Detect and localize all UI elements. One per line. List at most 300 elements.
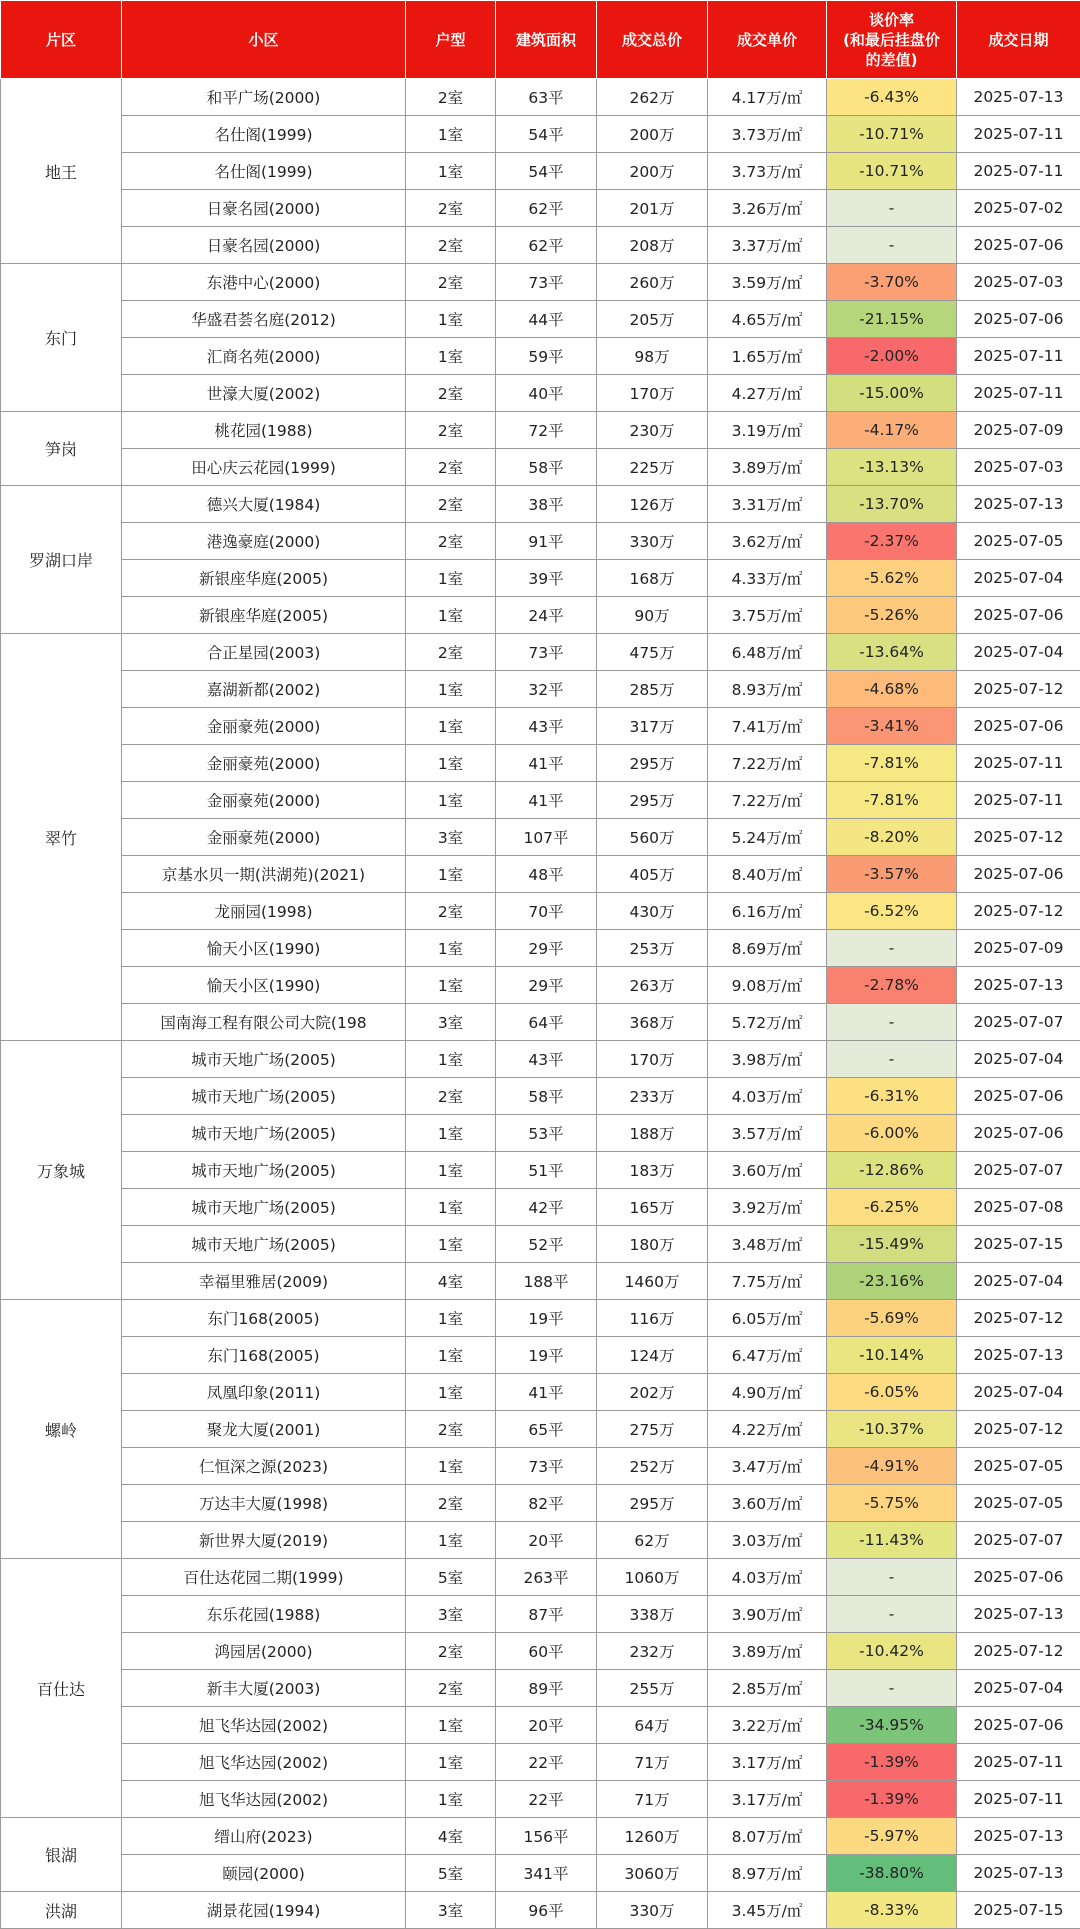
cell-negotiation-rate: -7.81% (827, 782, 957, 819)
table-row (1, 523, 1080, 560)
cell-district: 百仕达 (1, 1559, 122, 1818)
cell-layout: 2室 (406, 264, 496, 301)
cell-total-price: 275万 (597, 1411, 708, 1448)
cell-area: 24平 (496, 597, 597, 634)
table-row (1, 264, 1080, 301)
cell-unit-price: 3.17万/㎡ (708, 1744, 827, 1781)
cell-unit-price: 6.48万/㎡ (708, 634, 827, 671)
cell-community: 东门168(2005) (122, 1337, 406, 1374)
cell-negotiation-rate: -8.20% (827, 819, 957, 856)
cell-unit-price: 7.75万/㎡ (708, 1263, 827, 1300)
cell-unit-price: 3.57万/㎡ (708, 1115, 827, 1152)
cell-area: 62平 (496, 227, 597, 264)
cell-date: 2025-07-13 (957, 1855, 1080, 1892)
cell-layout: 3室 (406, 1892, 496, 1929)
cell-date: 2025-07-15 (957, 1226, 1080, 1263)
cell-community: 颐园(2000) (122, 1855, 406, 1892)
cell-negotiation-rate: -15.49% (827, 1226, 957, 1263)
cell-negotiation-rate: -5.69% (827, 1300, 957, 1337)
cell-layout: 1室 (406, 708, 496, 745)
cell-unit-price: 4.65万/㎡ (708, 301, 827, 338)
table-row (1, 449, 1080, 486)
cell-community: 东港中心(2000) (122, 264, 406, 301)
cell-negotiation-rate: -6.31% (827, 1078, 957, 1115)
cell-date: 2025-07-06 (957, 1707, 1080, 1744)
cell-community: 新丰大厦(2003) (122, 1670, 406, 1707)
cell-area: 91平 (496, 523, 597, 560)
cell-area: 58平 (496, 449, 597, 486)
cell-district: 螺岭 (1, 1300, 122, 1559)
cell-layout: 1室 (406, 338, 496, 375)
cell-unit-price: 3.73万/㎡ (708, 116, 827, 153)
cell-area: 42平 (496, 1189, 597, 1226)
cell-layout: 2室 (406, 79, 496, 116)
header-community: 小区 (122, 1, 406, 79)
table-row (1, 930, 1080, 967)
cell-area: 96平 (496, 1892, 597, 1929)
cell-total-price: 253万 (597, 930, 708, 967)
cell-unit-price: 3.03万/㎡ (708, 1522, 827, 1559)
cell-district: 洪湖 (1, 1892, 122, 1929)
cell-unit-price: 5.72万/㎡ (708, 1004, 827, 1041)
cell-layout: 1室 (406, 1337, 496, 1374)
table-row (1, 1374, 1080, 1411)
cell-area: 70平 (496, 893, 597, 930)
table-row (1, 1189, 1080, 1226)
cell-area: 107平 (496, 819, 597, 856)
cell-layout: 1室 (406, 930, 496, 967)
cell-total-price: 1260万 (597, 1818, 708, 1855)
cell-community: 城市天地广场(2005) (122, 1152, 406, 1189)
cell-community: 京基水贝一期(洪湖苑)(2021) (122, 856, 406, 893)
cell-total-price: 180万 (597, 1226, 708, 1263)
header-area: 建筑面积 (496, 1, 597, 79)
cell-date: 2025-07-11 (957, 1781, 1080, 1818)
cell-negotiation-rate: -15.00% (827, 375, 957, 412)
cell-district: 银湖 (1, 1818, 122, 1892)
cell-total-price: 255万 (597, 1670, 708, 1707)
cell-total-price: 405万 (597, 856, 708, 893)
cell-district: 万象城 (1, 1041, 122, 1300)
cell-district: 东门 (1, 264, 122, 412)
cell-total-price: 262万 (597, 79, 708, 116)
table-row (1, 1744, 1080, 1781)
table-row (1, 745, 1080, 782)
cell-date: 2025-07-13 (957, 1596, 1080, 1633)
header-negotiation-rate (827, 1, 957, 79)
cell-date: 2025-07-12 (957, 671, 1080, 708)
cell-negotiation-rate: -23.16% (827, 1263, 957, 1300)
cell-layout: 4室 (406, 1818, 496, 1855)
cell-layout: 2室 (406, 1078, 496, 1115)
cell-unit-price: 3.47万/㎡ (708, 1448, 827, 1485)
cell-negotiation-rate: -21.15% (827, 301, 957, 338)
cell-negotiation-rate: -3.57% (827, 856, 957, 893)
cell-layout: 1室 (406, 671, 496, 708)
table-row (1, 1596, 1080, 1633)
cell-district: 罗湖口岸 (1, 486, 122, 634)
cell-district: 笋岗 (1, 412, 122, 486)
cell-total-price: 98万 (597, 338, 708, 375)
cell-community: 金丽豪苑(2000) (122, 782, 406, 819)
cell-layout: 2室 (406, 1670, 496, 1707)
cell-total-price: 560万 (597, 819, 708, 856)
table-row (1, 1004, 1080, 1041)
cell-unit-price: 4.27万/㎡ (708, 375, 827, 412)
cell-total-price: 252万 (597, 1448, 708, 1485)
cell-area: 29平 (496, 930, 597, 967)
header-rate-line1: 谈价率 (829, 10, 954, 30)
cell-community: 幸福里雅居(2009) (122, 1263, 406, 1300)
table-row (1, 1078, 1080, 1115)
cell-unit-price: 8.93万/㎡ (708, 671, 827, 708)
table-row (1, 1152, 1080, 1189)
cell-negotiation-rate: -10.71% (827, 116, 957, 153)
cell-negotiation-rate: -13.64% (827, 634, 957, 671)
table-row (1, 560, 1080, 597)
header-row (1, 1, 1080, 79)
cell-community: 德兴大厦(1984) (122, 486, 406, 523)
cell-date: 2025-07-09 (957, 930, 1080, 967)
cell-date: 2025-07-04 (957, 1374, 1080, 1411)
cell-negotiation-rate: -3.70% (827, 264, 957, 301)
cell-layout: 1室 (406, 1226, 496, 1263)
cell-date: 2025-07-04 (957, 1263, 1080, 1300)
cell-total-price: 202万 (597, 1374, 708, 1411)
header-unit-price: 成交单价 (708, 1, 827, 79)
cell-unit-price: 8.97万/㎡ (708, 1855, 827, 1892)
cell-unit-price: 3.98万/㎡ (708, 1041, 827, 1078)
cell-date: 2025-07-12 (957, 1300, 1080, 1337)
cell-unit-price: 7.22万/㎡ (708, 745, 827, 782)
table-row (1, 1041, 1080, 1078)
cell-date: 2025-07-13 (957, 967, 1080, 1004)
cell-area: 72平 (496, 412, 597, 449)
cell-community: 国南海工程有限公司大院(198 (122, 1004, 406, 1041)
cell-total-price: 3060万 (597, 1855, 708, 1892)
cell-unit-price: 6.47万/㎡ (708, 1337, 827, 1374)
cell-total-price: 168万 (597, 560, 708, 597)
cell-area: 38平 (496, 486, 597, 523)
cell-negotiation-rate: - (827, 1559, 957, 1596)
cell-total-price: 330万 (597, 523, 708, 560)
cell-layout: 1室 (406, 782, 496, 819)
cell-layout: 2室 (406, 190, 496, 227)
table-row (1, 1115, 1080, 1152)
cell-total-price: 475万 (597, 634, 708, 671)
cell-negotiation-rate: -4.68% (827, 671, 957, 708)
cell-negotiation-rate: -5.75% (827, 1485, 957, 1522)
cell-total-price: 295万 (597, 745, 708, 782)
cell-negotiation-rate: -2.00% (827, 338, 957, 375)
cell-community: 田心庆云花园(1999) (122, 449, 406, 486)
cell-community: 鸿园居(2000) (122, 1633, 406, 1670)
cell-total-price: 295万 (597, 1485, 708, 1522)
cell-community: 城市天地广场(2005) (122, 1189, 406, 1226)
cell-area: 73平 (496, 634, 597, 671)
cell-date: 2025-07-03 (957, 449, 1080, 486)
table-row (1, 671, 1080, 708)
table-row (1, 1707, 1080, 1744)
cell-total-price: 183万 (597, 1152, 708, 1189)
cell-unit-price: 4.33万/㎡ (708, 560, 827, 597)
cell-community: 旭飞华达园(2002) (122, 1781, 406, 1818)
cell-unit-price: 3.60万/㎡ (708, 1485, 827, 1522)
table-row (1, 116, 1080, 153)
cell-total-price: 64万 (597, 1707, 708, 1744)
cell-negotiation-rate: -2.37% (827, 523, 957, 560)
cell-date: 2025-07-06 (957, 1559, 1080, 1596)
cell-date: 2025-07-11 (957, 745, 1080, 782)
cell-area: 73平 (496, 1448, 597, 1485)
table-row (1, 1633, 1080, 1670)
cell-area: 73平 (496, 264, 597, 301)
cell-layout: 2室 (406, 412, 496, 449)
cell-unit-price: 3.45万/㎡ (708, 1892, 827, 1929)
cell-total-price: 200万 (597, 153, 708, 190)
cell-date: 2025-07-04 (957, 1670, 1080, 1707)
table-row (1, 967, 1080, 1004)
cell-layout: 1室 (406, 1374, 496, 1411)
cell-community: 愉天小区(1990) (122, 967, 406, 1004)
cell-unit-price: 3.37万/㎡ (708, 227, 827, 264)
cell-unit-price: 7.22万/㎡ (708, 782, 827, 819)
cell-date: 2025-07-04 (957, 634, 1080, 671)
cell-area: 22平 (496, 1744, 597, 1781)
cell-unit-price: 3.89万/㎡ (708, 449, 827, 486)
cell-layout: 2室 (406, 375, 496, 412)
cell-area: 58平 (496, 1078, 597, 1115)
cell-layout: 5室 (406, 1559, 496, 1596)
cell-negotiation-rate: - (827, 930, 957, 967)
cell-community: 龙丽园(1998) (122, 893, 406, 930)
cell-layout: 1室 (406, 1744, 496, 1781)
cell-community: 新银座华庭(2005) (122, 597, 406, 634)
cell-district: 翠竹 (1, 634, 122, 1041)
cell-community: 新银座华庭(2005) (122, 560, 406, 597)
table-row (1, 1226, 1080, 1263)
cell-unit-price: 4.22万/㎡ (708, 1411, 827, 1448)
cell-layout: 2室 (406, 227, 496, 264)
cell-community: 嘉湖新都(2002) (122, 671, 406, 708)
cell-unit-price: 3.73万/㎡ (708, 153, 827, 190)
cell-unit-price: 3.19万/㎡ (708, 412, 827, 449)
cell-layout: 1室 (406, 1152, 496, 1189)
table-row (1, 1781, 1080, 1818)
cell-community: 仁恒深之源(2023) (122, 1448, 406, 1485)
table-row (1, 338, 1080, 375)
cell-community: 和平广场(2000) (122, 79, 406, 116)
cell-layout: 3室 (406, 1596, 496, 1633)
cell-layout: 1室 (406, 745, 496, 782)
cell-total-price: 71万 (597, 1781, 708, 1818)
cell-area: 82平 (496, 1485, 597, 1522)
cell-area: 20平 (496, 1707, 597, 1744)
cell-community: 桃花园(1988) (122, 412, 406, 449)
cell-community: 城市天地广场(2005) (122, 1078, 406, 1115)
cell-unit-price: 8.07万/㎡ (708, 1818, 827, 1855)
cell-layout: 2室 (406, 449, 496, 486)
cell-layout: 1室 (406, 1448, 496, 1485)
cell-negotiation-rate: -10.37% (827, 1411, 957, 1448)
cell-layout: 2室 (406, 486, 496, 523)
cell-layout: 2室 (406, 893, 496, 930)
cell-date: 2025-07-12 (957, 1633, 1080, 1670)
table-row (1, 1559, 1080, 1596)
header-date: 成交日期 (957, 1, 1080, 79)
cell-unit-price: 3.89万/㎡ (708, 1633, 827, 1670)
cell-unit-price: 3.48万/㎡ (708, 1226, 827, 1263)
cell-date: 2025-07-05 (957, 1485, 1080, 1522)
cell-area: 19平 (496, 1300, 597, 1337)
cell-community: 世濠大厦(2002) (122, 375, 406, 412)
cell-negotiation-rate: -7.81% (827, 745, 957, 782)
cell-date: 2025-07-11 (957, 338, 1080, 375)
cell-total-price: 260万 (597, 264, 708, 301)
cell-community: 合正星园(2003) (122, 634, 406, 671)
cell-layout: 2室 (406, 523, 496, 560)
cell-unit-price: 5.24万/㎡ (708, 819, 827, 856)
cell-area: 29平 (496, 967, 597, 1004)
cell-date: 2025-07-02 (957, 190, 1080, 227)
table-row (1, 634, 1080, 671)
cell-area: 51平 (496, 1152, 597, 1189)
cell-date: 2025-07-04 (957, 1041, 1080, 1078)
cell-area: 87平 (496, 1596, 597, 1633)
cell-total-price: 90万 (597, 597, 708, 634)
cell-date: 2025-07-11 (957, 375, 1080, 412)
cell-community: 湖景花园(1994) (122, 1892, 406, 1929)
cell-community: 新世界大厦(2019) (122, 1522, 406, 1559)
cell-district: 地王 (1, 79, 122, 264)
cell-date: 2025-07-13 (957, 486, 1080, 523)
cell-negotiation-rate: - (827, 1670, 957, 1707)
cell-layout: 1室 (406, 1522, 496, 1559)
cell-layout: 1室 (406, 560, 496, 597)
cell-area: 22平 (496, 1781, 597, 1818)
cell-layout: 1室 (406, 1707, 496, 1744)
cell-negotiation-rate: -34.95% (827, 1707, 957, 1744)
cell-community: 汇商名苑(2000) (122, 338, 406, 375)
cell-negotiation-rate: -6.00% (827, 1115, 957, 1152)
cell-area: 63平 (496, 79, 597, 116)
cell-area: 48平 (496, 856, 597, 893)
cell-total-price: 188万 (597, 1115, 708, 1152)
cell-community: 万达丰大厦(1998) (122, 1485, 406, 1522)
cell-unit-price: 6.05万/㎡ (708, 1300, 827, 1337)
cell-total-price: 285万 (597, 671, 708, 708)
cell-community: 名仕阁(1999) (122, 153, 406, 190)
cell-area: 341平 (496, 1855, 597, 1892)
cell-layout: 1室 (406, 597, 496, 634)
cell-negotiation-rate: - (827, 227, 957, 264)
cell-total-price: 62万 (597, 1522, 708, 1559)
cell-unit-price: 3.75万/㎡ (708, 597, 827, 634)
cell-unit-price: 3.17万/㎡ (708, 1781, 827, 1818)
cell-date: 2025-07-06 (957, 1078, 1080, 1115)
cell-date: 2025-07-06 (957, 708, 1080, 745)
cell-area: 60平 (496, 1633, 597, 1670)
cell-layout: 2室 (406, 1633, 496, 1670)
cell-negotiation-rate: -6.05% (827, 1374, 957, 1411)
cell-unit-price: 4.90万/㎡ (708, 1374, 827, 1411)
header-district: 片区 (1, 1, 122, 79)
cell-unit-price: 8.40万/㎡ (708, 856, 827, 893)
cell-area: 263平 (496, 1559, 597, 1596)
cell-community: 华盛君荟名庭(2012) (122, 301, 406, 338)
cell-negotiation-rate: -5.97% (827, 1818, 957, 1855)
cell-negotiation-rate: -5.62% (827, 560, 957, 597)
table-row (1, 375, 1080, 412)
table-row (1, 708, 1080, 745)
table-row (1, 412, 1080, 449)
cell-area: 188平 (496, 1263, 597, 1300)
cell-area: 39平 (496, 560, 597, 597)
cell-layout: 1室 (406, 153, 496, 190)
cell-area: 156平 (496, 1818, 597, 1855)
cell-layout: 2室 (406, 1411, 496, 1448)
cell-community: 港逸豪庭(2000) (122, 523, 406, 560)
cell-layout: 1室 (406, 1781, 496, 1818)
cell-layout: 1室 (406, 116, 496, 153)
cell-negotiation-rate: -10.14% (827, 1337, 957, 1374)
cell-unit-price: 4.03万/㎡ (708, 1078, 827, 1115)
header-layout: 户型 (406, 1, 496, 79)
cell-date: 2025-07-13 (957, 1337, 1080, 1374)
table-row (1, 79, 1080, 116)
table-row (1, 597, 1080, 634)
cell-area: 89平 (496, 1670, 597, 1707)
cell-negotiation-rate: -8.33% (827, 1892, 957, 1929)
cell-total-price: 124万 (597, 1337, 708, 1374)
cell-unit-price: 3.90万/㎡ (708, 1596, 827, 1633)
table-row (1, 1300, 1080, 1337)
cell-area: 53平 (496, 1115, 597, 1152)
cell-date: 2025-07-07 (957, 1522, 1080, 1559)
cell-negotiation-rate: -10.42% (827, 1633, 957, 1670)
cell-negotiation-rate: -6.43% (827, 79, 957, 116)
cell-area: 43平 (496, 708, 597, 745)
cell-community: 东乐花园(1988) (122, 1596, 406, 1633)
cell-negotiation-rate: -5.26% (827, 597, 957, 634)
cell-total-price: 170万 (597, 1041, 708, 1078)
table-row (1, 1818, 1080, 1855)
cell-area: 43平 (496, 1041, 597, 1078)
cell-date: 2025-07-13 (957, 1818, 1080, 1855)
cell-layout: 3室 (406, 1004, 496, 1041)
cell-total-price: 368万 (597, 1004, 708, 1041)
cell-date: 2025-07-11 (957, 1744, 1080, 1781)
cell-date: 2025-07-06 (957, 856, 1080, 893)
cell-total-price: 205万 (597, 301, 708, 338)
cell-date: 2025-07-11 (957, 782, 1080, 819)
cell-community: 东门168(2005) (122, 1300, 406, 1337)
table-row (1, 782, 1080, 819)
cell-negotiation-rate: -6.25% (827, 1189, 957, 1226)
table-row (1, 227, 1080, 264)
cell-date: 2025-07-15 (957, 1892, 1080, 1929)
header-total-price: 成交总价 (597, 1, 708, 79)
cell-area: 19平 (496, 1337, 597, 1374)
cell-negotiation-rate: - (827, 1004, 957, 1041)
cell-community: 百仕达花园二期(1999) (122, 1559, 406, 1596)
cell-total-price: 233万 (597, 1078, 708, 1115)
cell-total-price: 330万 (597, 1892, 708, 1929)
cell-total-price: 1060万 (597, 1559, 708, 1596)
table-row (1, 1485, 1080, 1522)
cell-layout: 1室 (406, 1300, 496, 1337)
table-row (1, 153, 1080, 190)
